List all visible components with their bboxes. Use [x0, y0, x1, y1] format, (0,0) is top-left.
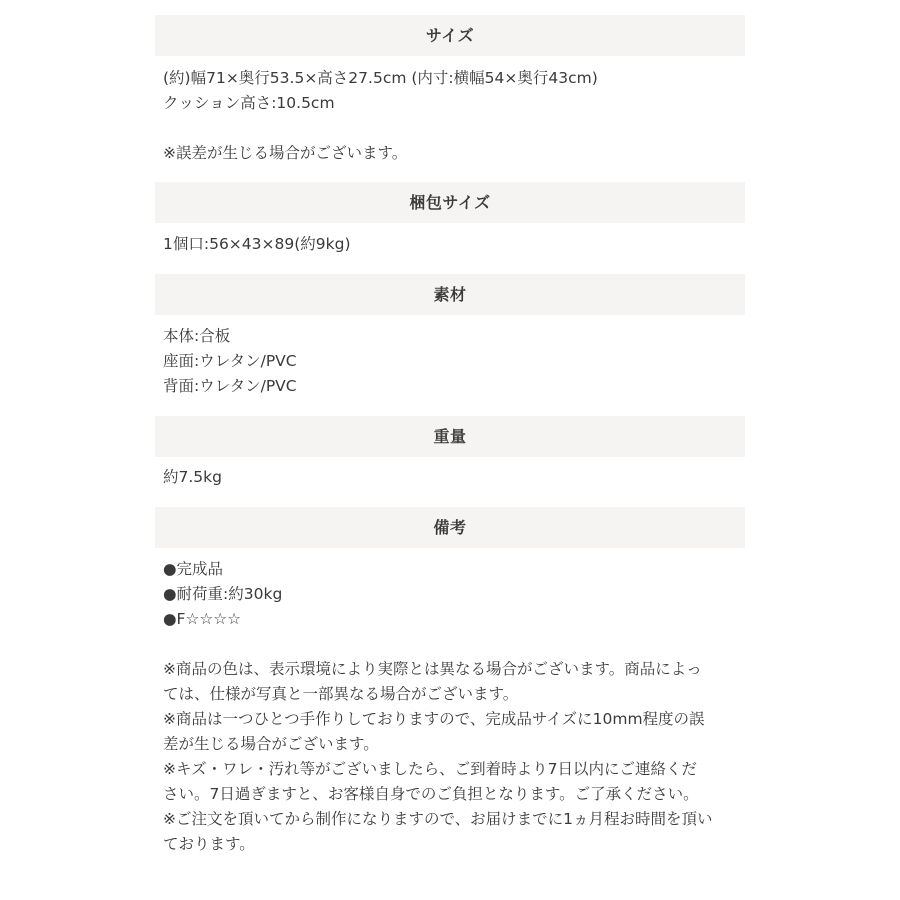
section-header-package-size: 梱包サイズ [155, 182, 745, 223]
spec-line: クッション高さ:10.5cm [163, 94, 335, 112]
spec-line: 1個口:56×43×89(約9kg) [163, 235, 351, 253]
section-header-weight: 重量 [155, 416, 745, 457]
section-header-size: サイズ [155, 15, 745, 56]
section-body-weight [155, 457, 745, 507]
section-body-package-size [155, 223, 745, 274]
spec-line: ております。 [163, 835, 255, 853]
spec-line: ●完成品 [163, 560, 224, 578]
spec-line: 約7.5kg [163, 468, 222, 486]
spec-line: 差が生じる場合がございます。 [163, 735, 379, 753]
spec-line: ●F☆☆☆☆ [163, 610, 242, 628]
blank-line [163, 116, 737, 141]
section-header-material: 素材 [155, 274, 745, 315]
spec-line: ※商品は一つひとつ手作りしておりますので、完成品サイズに10mm程度の誤 [163, 710, 705, 728]
section-package-size [155, 182, 745, 274]
spec-line: (約)幅71×奥行53.5×高さ27.5cm (内寸:横幅54×奥行43cm) [163, 69, 598, 87]
spec-line: ※キズ・ワレ・汚れ等がございましたら、ご到着時より7日以内にご連絡くだ [163, 760, 698, 778]
section-weight [155, 416, 745, 507]
spec-line: さい。7日過ぎますと、お客様自身でのご負担となります。ご了承ください。 [163, 785, 699, 803]
product-spec-table [155, 15, 745, 867]
section-notes [155, 507, 745, 867]
section-size [155, 15, 745, 182]
spec-line: ※商品の色は、表示環境により実際とは異なる場合がございます。商品によっ [163, 660, 702, 678]
section-body-notes [155, 548, 745, 867]
section-body-size [155, 56, 745, 182]
spec-line: ※誤差が生じる場合がございます。 [163, 144, 408, 162]
section-material [155, 274, 745, 416]
blank-line [163, 632, 737, 657]
spec-line: ●耐荷重:約30kg [163, 585, 283, 603]
spec-line: 本体:合板 [163, 327, 231, 345]
spec-line: 座面:ウレタン/PVC [163, 352, 297, 370]
spec-line: 背面:ウレタン/PVC [163, 377, 297, 395]
spec-line: ては、仕様が写真と一部異なる場合がございます。 [163, 685, 519, 703]
spec-line: ※ご注文を頂いてから制作になりますので、お届けまでに1ヵ月程お時間を頂い [163, 810, 713, 828]
section-header-notes: 備考 [155, 507, 745, 548]
section-body-material [155, 315, 745, 416]
